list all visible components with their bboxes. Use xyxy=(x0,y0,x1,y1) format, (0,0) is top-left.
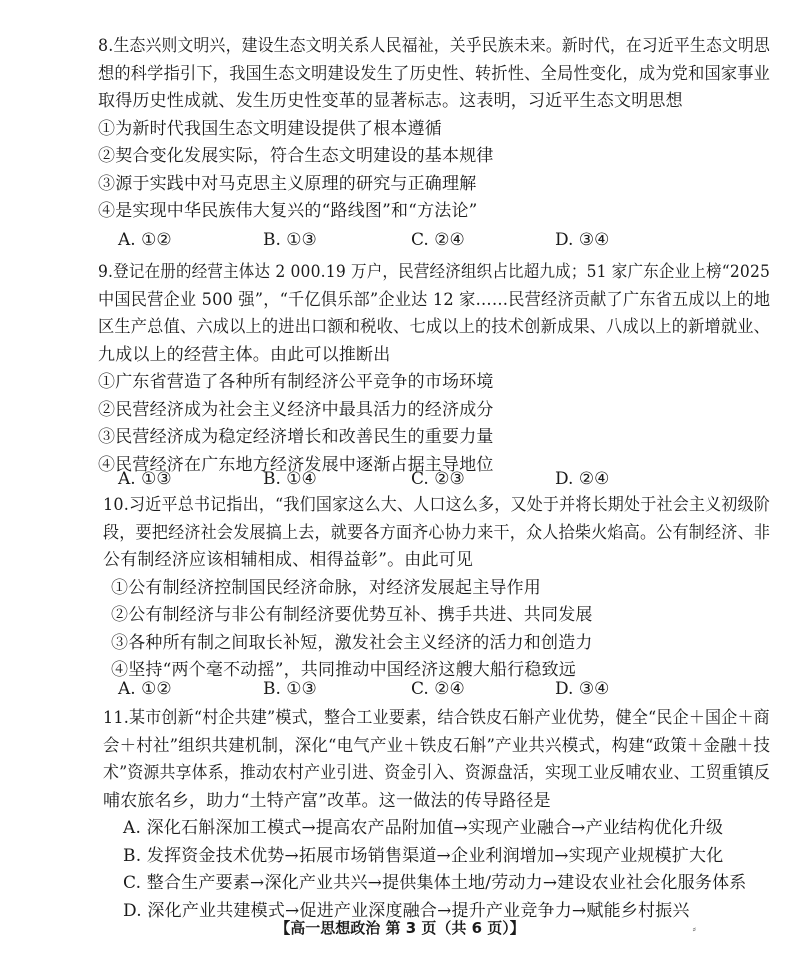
question-8-options xyxy=(0,230,800,252)
question-11-stem-line: 术”资源共享体系，推动农村产业引进、资金引入、资源盘活，实现工业反哺农业、工贸重镇反 xyxy=(103,763,770,783)
question-11-stem-line: 11.某市创新“村企共建”模式，整合工业要素，结合铁皮石斛产业优势，健全“民企＋国企＋商 xyxy=(103,708,770,728)
answer-option[interactable]: A. ①② xyxy=(118,230,172,250)
question-9-stem-line: 九成以上的经营主体。由此可以推断出 xyxy=(98,344,391,365)
question-10-options xyxy=(0,679,800,701)
answer-option[interactable]: C. ②④ xyxy=(411,679,465,699)
question-8-stem-line: 想的科学指引下，我国生态文明建设发生了历史性、转折性、全局性变化，成为党和国家事业 xyxy=(98,63,771,84)
question-8-statement: ①为新时代我国生态文明建设提供了根本遵循 xyxy=(98,118,442,139)
page-footer: 【高一思想政治 第 3 页（共 6 页）】 xyxy=(275,919,525,937)
question-11-statement: B. 发挥资金技术优势→拓展市场销售渠道→企业利润增加→实现产业规模扩大化 xyxy=(123,845,724,866)
answer-option[interactable]: D. ③④ xyxy=(555,230,610,250)
question-9-stem-line: 中国民营企业 500 强”，“千亿俱乐部”企业达 12 家……民营经济贡献了广东省五成以上的地 xyxy=(98,289,771,310)
answer-option[interactable]: B. ①③ xyxy=(263,679,317,699)
answer-option[interactable]: D. ③④ xyxy=(555,679,610,699)
question-9-options xyxy=(0,469,800,491)
answer-option[interactable]: C. ②④ xyxy=(411,230,465,250)
question-10-stem-line: 10.习近平总书记指出，“我们国家这么大、人口这么多，又处于并将长期处于社会主义初级阶 xyxy=(103,495,771,515)
answer-option[interactable]: B. ①④ xyxy=(263,469,317,489)
question-9-statement: ④民营经济在广东地方经济发展中逐渐占据主导地位 xyxy=(98,454,494,475)
answer-option[interactable]: A. ①② xyxy=(118,679,172,699)
question-9-stem-line: 区生产总值、六成以上的进出口额和税收、七成以上的技术创新成果、八成以上的新增就业、 xyxy=(98,317,771,337)
answer-option[interactable]: C. ②③ xyxy=(411,469,465,489)
question-10-statement: ③各种所有制之间取长补短，激发社会主义经济的活力和创造力 xyxy=(111,632,593,653)
question-8-stem-line: 取得历史性成就、发生历史性变革的显著标志。这表明，习近平生态文明思想 xyxy=(98,91,683,111)
question-11-stem-line: 哺农旅名乡，助力“土特产富”改革。这一做法的传导路径是 xyxy=(103,790,551,811)
corner-mark: ⸗ xyxy=(692,924,696,935)
question-10-statement: ②公有制经济与非公有制经济要优势互补、携手共进、共同发展 xyxy=(111,605,593,625)
question-8-statement: ④是实现中华民族伟大复兴的“路线图”和“方法论” xyxy=(98,201,478,221)
question-11-stem-line: 会＋村社”组织共建机制，深化“电气产业＋铁皮石斛”产业共兴模式，构建“政策＋金融＋技 xyxy=(103,735,771,756)
answer-option[interactable]: B. ①③ xyxy=(263,230,317,250)
question-9-statement: ③民营经济成为稳定经济增长和改善民生的重要力量 xyxy=(98,427,494,447)
question-10-stem-line: 段，要把经济社会发展搞上去，就要各方面齐心协力来干，众人拾柴火焰高。公有制经济、非 xyxy=(103,522,771,543)
answer-option[interactable]: A. ①③ xyxy=(118,469,172,489)
question-9-statement: ①广东省营造了各种所有制经济公平竞争的市场环境 xyxy=(98,372,494,392)
question-9-stem-line: 9.登记在册的经营主体达 2 000.19 万户，民营经济组织占比超九成；51 家广东企业上榜“2025 xyxy=(98,262,771,282)
answer-option[interactable]: D. ②④ xyxy=(555,469,610,489)
question-11-statement: C. 整合生产要素→深化产业共兴→提供集体土地/劳动力→建设农业社会化服务体系 xyxy=(123,873,747,893)
question-10-statement: ①公有制经济控制国民经济命脉，对经济发展起主导作用 xyxy=(111,577,541,598)
question-8-statement: ②契合变化发展实际，符合生态文明建设的基本规律 xyxy=(98,146,494,166)
question-11-statement: D. 深化产业共建模式→促进产业深度融合→提升产业竞争力→赋能乡村振兴 xyxy=(123,900,690,921)
question-8-stem-line: 8.生态兴则文明兴，建设生态文明关系人民福祉，关乎民族未来。新时代，在习近平生态文明思 xyxy=(98,36,771,56)
question-10-statement: ④坚持“两个毫不动摇”，共同推动中国经济这艘大船行稳致远 xyxy=(111,660,576,680)
question-11-statement: A. 深化石斛深加工模式→提高农产品附加值→实现产业融合→产业结构优化升级 xyxy=(123,818,724,838)
question-10-stem-line: 公有制经济应该相辅相成、相得益彰”。由此可见 xyxy=(103,550,474,570)
question-9-statement: ②民营经济成为社会主义经济中最具活力的经济成分 xyxy=(98,399,494,420)
question-8-statement: ③源于实践中对马克思主义原理的研究与正确理解 xyxy=(98,173,477,194)
